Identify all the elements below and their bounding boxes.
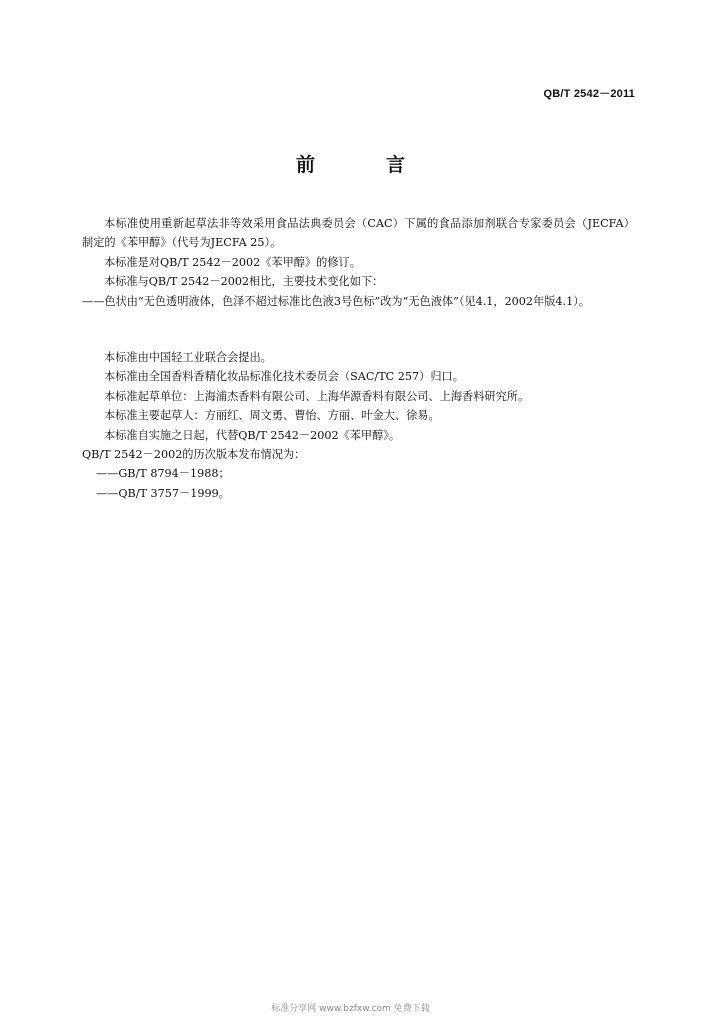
page-title: 前 言 [295, 154, 431, 176]
paragraph-history-intro: QB/T 2542－2002的历次版本发布情况为： [82, 448, 306, 462]
history-item-2: ——QB/T 3757－1999。 [96, 486, 230, 500]
paragraph-adoption: 本标准使用重新起草法非等效采用食品法典委员会（CAC）下属的食品添加剂联合专家委员会（JECFA）制定的《苯甲醇》（代号为JECFA 25）。 [82, 217, 635, 250]
paragraph-replacement: 本标准自实施之日起，代替QB/T 2542－2002《苯甲醇》。 [104, 428, 401, 442]
paragraph-changes-intro: 本标准与QB/T 2542－2002相比，主要技术变化如下： [104, 275, 384, 289]
watermark-footer: 标准分享网 www.bzfxw.com 免费下载 [271, 1004, 430, 1014]
history-item-1: ——GB/T 8794－1988； [96, 467, 230, 481]
paragraph-drafters: 本标准主要起草人：方丽红、周文勇、曹怡、方丽、叶金大、徐易。 [104, 409, 440, 423]
paragraph-proposer: 本标准由中国轻工业联合会提出。 [104, 351, 272, 364]
paragraph-committee: 本标准由全国香料香精化妆品标准化技术委员会（SAC/TC 257）归口。 [104, 370, 464, 384]
paragraph-revision: 本标准是对QB/T 2542－2002《苯甲醇》的修订。 [104, 255, 361, 269]
paragraph-drafting-units: 本标准起草单位：上海浦杰香料有限公司、上海华源香料有限公司、上海香料研究所。 [104, 389, 530, 403]
paragraph-change-item: ——色状由“无色透明液体，色泽不超过标准比色液3号色标”改为“无色液体”（见4.1，2002年版4.1）。 [82, 294, 590, 308]
foreword-section-1 [82, 214, 635, 311]
standard-code: QB/T 2542－2011 [543, 88, 635, 100]
foreword-section-2 [82, 348, 635, 503]
